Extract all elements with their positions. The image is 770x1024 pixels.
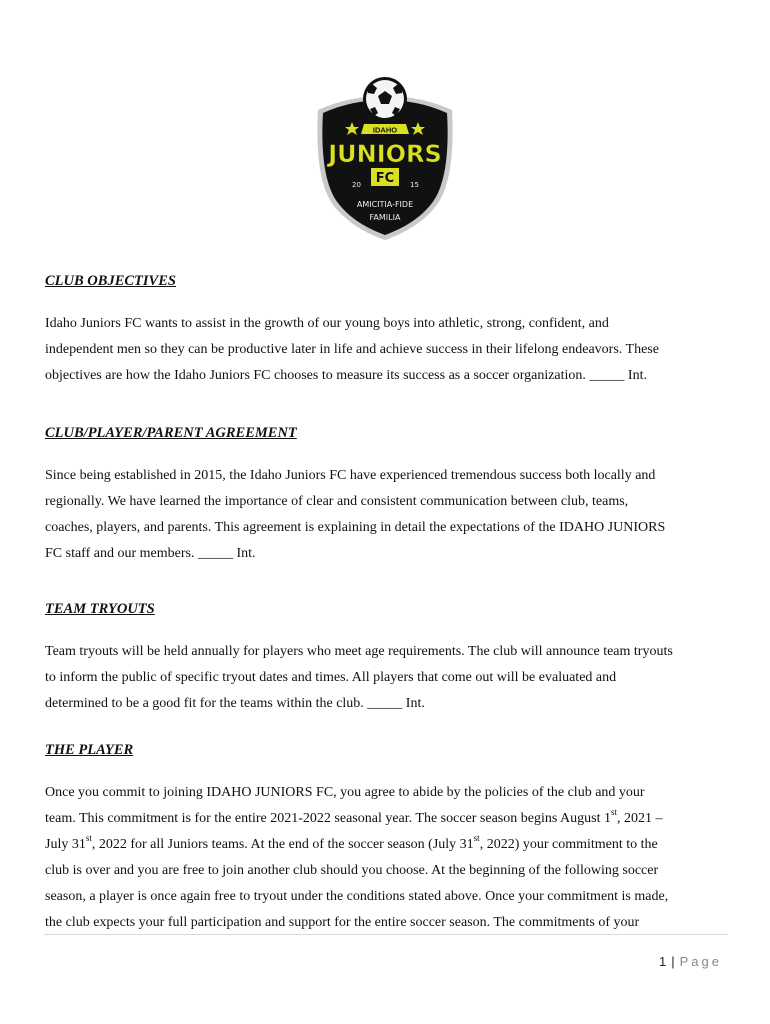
section-team-tryouts: [45, 600, 735, 717]
paragraph-line: regionally. We have learned the importance of clear and consistent communication between club, teams,: [45, 494, 629, 509]
svg-text:FC: FC: [375, 171, 395, 186]
paragraph-line: to inform the public of specific tryout dates and times. All players that come out will be evaluated and: [45, 670, 617, 685]
paragraph-line: FC staff and our members. _____ Int.: [45, 546, 256, 561]
page-number: 1: [659, 954, 667, 969]
paragraph-line: Team tryouts will be held annually for players who meet age requirements. The club will announce team tryouts: [45, 644, 673, 659]
paragraph-line: determined to be a good fit for the teams within the club. _____ Int.: [45, 696, 425, 711]
section-heading: THE PLAYER: [45, 742, 134, 758]
paragraph-line: July 31st, 2022 for all Juniors teams. At the end of the soccer season (July 31st, 2022) your commitment to the: [45, 833, 658, 852]
paragraph-line: the club expects your full participation and support for the entire soccer season. The commitments of your: [45, 915, 640, 930]
soccer-ball-icon: [363, 77, 407, 121]
paragraph: [45, 639, 735, 717]
page-label: Page: [679, 954, 722, 969]
svg-text:20: 20: [352, 181, 361, 189]
paragraph-line: independent men so they can be productive later in life and achieve success in their lifelong endeavors. These: [45, 342, 659, 357]
paragraph-line: Once you commit to joining IDAHO JUNIORS FC, you agree to abide by the policies of the club and your: [45, 785, 645, 800]
paragraph-line: objectives are how the Idaho Juniors FC chooses to measure its success as a soccer organization. _____ Int.: [45, 368, 647, 383]
svg-text:AMICITIA-FIDE: AMICITIA-FIDE: [356, 200, 414, 209]
paragraph: [45, 463, 735, 567]
svg-text:JUNIORS: JUNIORS: [328, 140, 442, 168]
paragraph-line: Since being established in 2015, the Idaho Juniors FC have experienced tremendous success both locally and: [45, 468, 656, 483]
paragraph: [45, 780, 735, 936]
section-the-player: [45, 741, 735, 936]
section-club-player-parent-agreement: [45, 424, 735, 567]
paragraph: [45, 311, 735, 389]
club-logo: [312, 74, 458, 242]
paragraph-line: Idaho Juniors FC wants to assist in the growth of our young boys into athletic, strong, confident, and: [45, 316, 609, 331]
svg-text:FAMILIA: FAMILIA: [369, 213, 401, 222]
footer-separator: |: [671, 954, 675, 969]
section-heading: CLUB OBJECTIVES: [45, 273, 176, 289]
page-footer: [659, 954, 722, 969]
svg-text:15: 15: [410, 181, 419, 189]
paragraph-line: season, a player is once again free to tryout under the conditions stated above. Once your commitment is made,: [45, 889, 669, 904]
section-club-objectives: [45, 272, 735, 389]
paragraph-line: coaches, players, and parents. This agreement is explaining in detail the expectations of the IDAHO JUNIORS: [45, 520, 666, 535]
svg-text:IDAHO: IDAHO: [372, 125, 398, 135]
section-heading: CLUB/PLAYER/PARENT AGREEMENT: [45, 425, 297, 441]
footer-divider: [44, 934, 728, 935]
paragraph-line: club is over and you are free to join another club should you choose. At the beginning of the following soccer: [45, 863, 659, 878]
section-heading: TEAM TRYOUTS: [45, 601, 155, 617]
paragraph-line: team. This commitment is for the entire 2021-2022 seasonal year. The soccer season begins August 1st, 2021 –: [45, 807, 663, 826]
